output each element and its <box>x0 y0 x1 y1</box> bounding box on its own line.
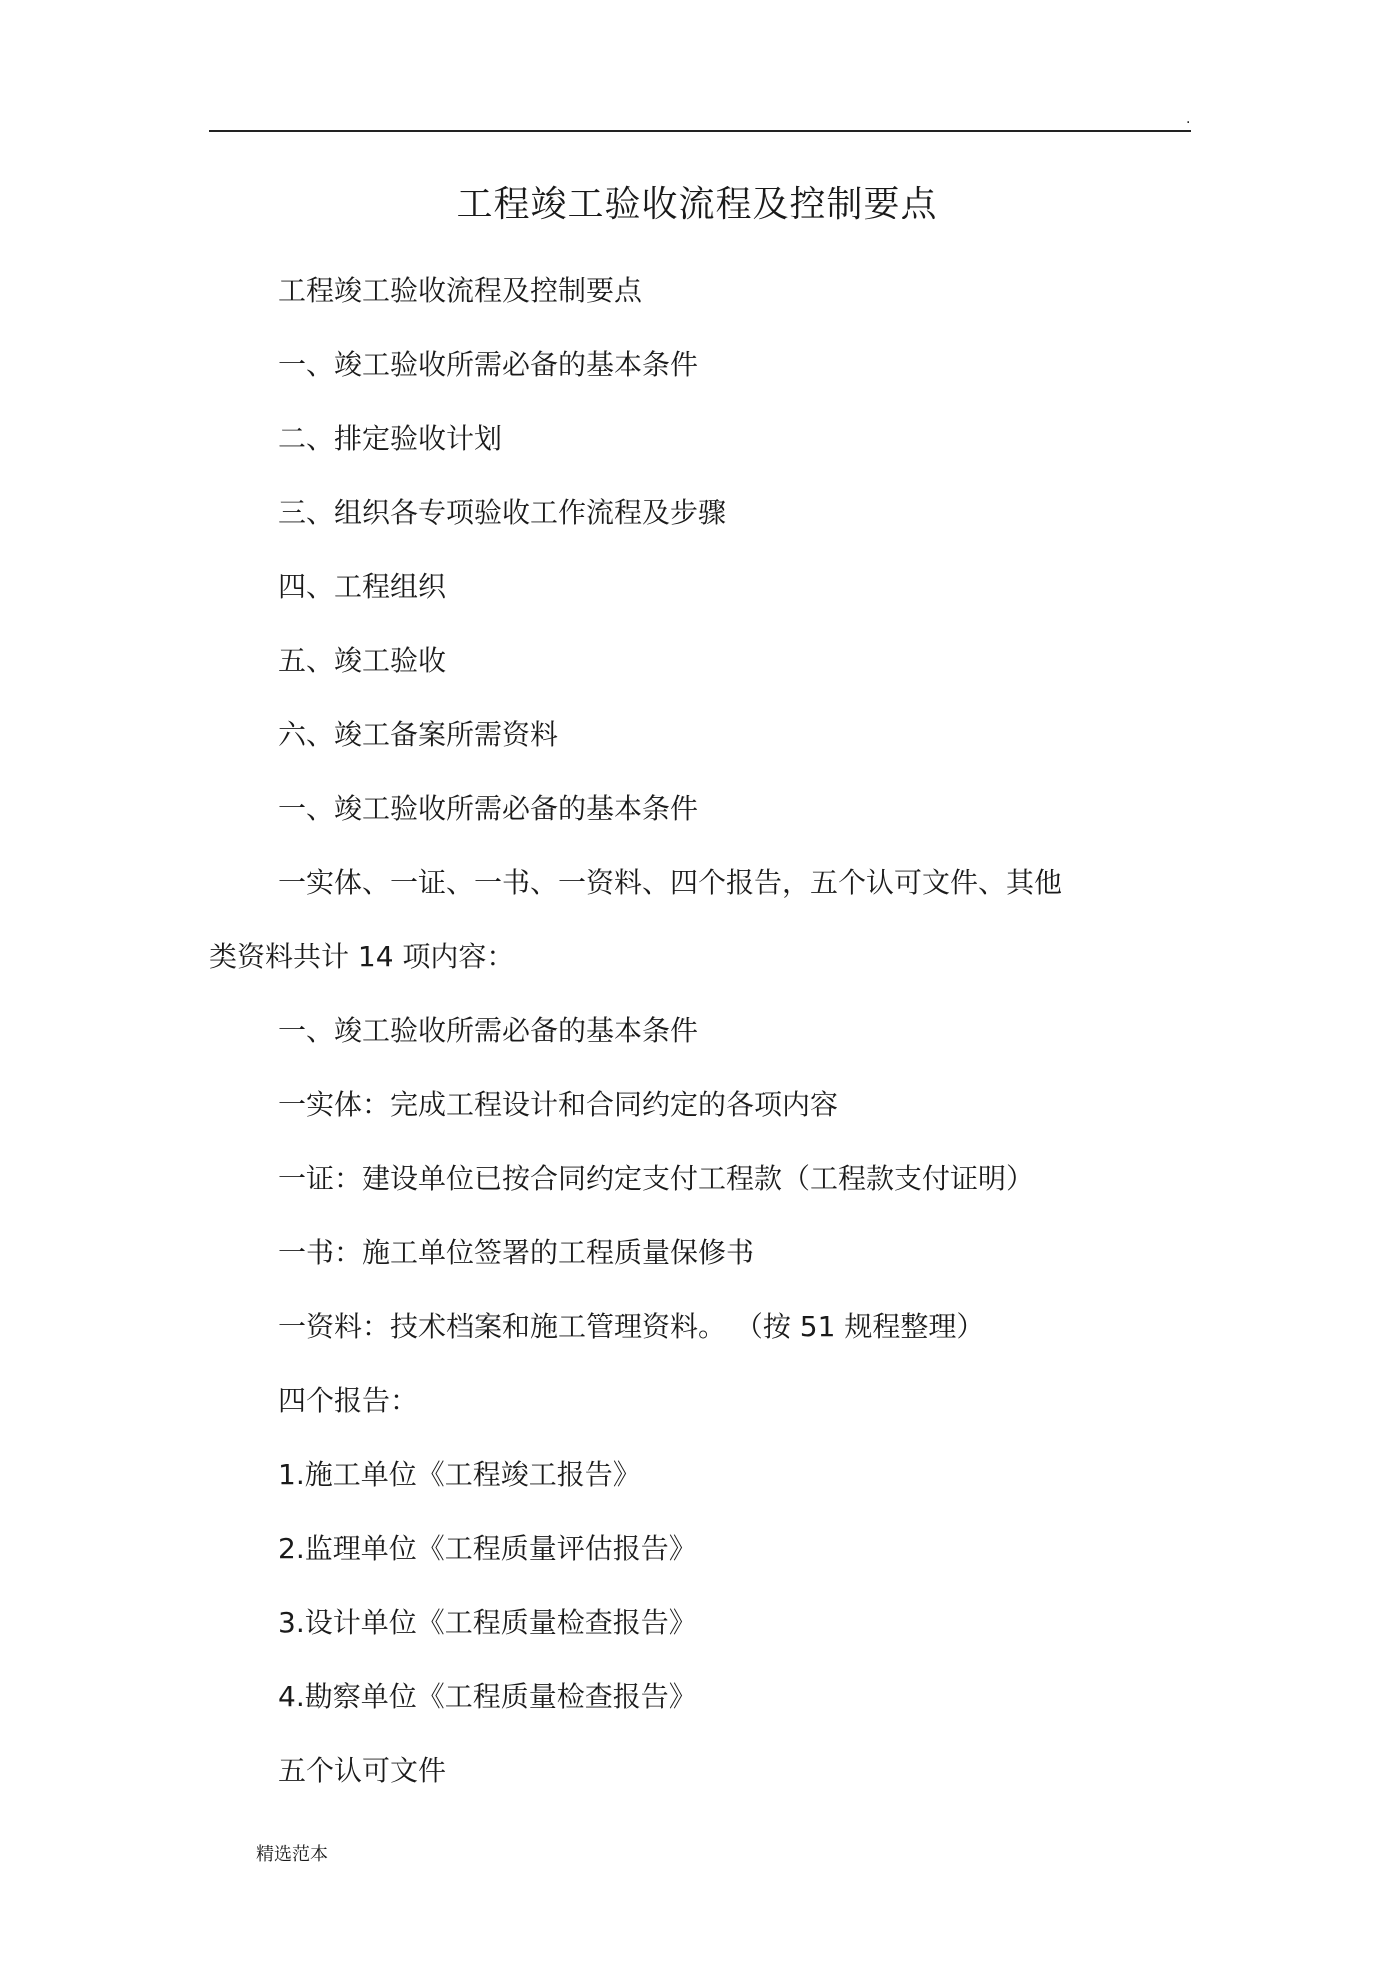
paragraph-20: 五个认可文件 <box>278 1754 447 1787</box>
paragraph-14: 一资料：技术档案和施工管理资料。 （按 51 规程整理） <box>278 1310 985 1343</box>
page-footer: 精选范本 <box>256 1844 328 1865</box>
paragraph-4: 四、工程组织 <box>278 570 447 603</box>
paragraph-17: 2.监理单位《工程质量评估报告》 <box>278 1532 697 1565</box>
paragraph-12: 一证：建设单位已按合同约定支付工程款（工程款支付证明） <box>278 1162 1035 1195</box>
paragraph-15: 四个报告： <box>278 1384 419 1417</box>
paragraph-3: 三、组织各专项验收工作流程及步骤 <box>278 496 727 529</box>
document-title: 工程竣工验收流程及控制要点 <box>456 184 938 225</box>
paragraph-9: 类资料共计 14 项内容： <box>209 940 515 973</box>
paragraph-0: 工程竣工验收流程及控制要点 <box>278 274 643 307</box>
paragraph-13: 一书：施工单位签署的工程质量保修书 <box>278 1236 755 1269</box>
paragraph-18: 3.设计单位《工程质量检查报告》 <box>278 1606 697 1639</box>
paragraph-6: 六、竣工备案所需资料 <box>278 718 559 751</box>
header-mark: . <box>1186 111 1191 127</box>
header-rule <box>209 130 1191 132</box>
paragraph-16: 1.施工单位《工程竣工报告》 <box>278 1458 641 1491</box>
paragraph-10: 一、竣工验收所需必备的基本条件 <box>278 1014 699 1047</box>
paragraph-1: 一、竣工验收所需必备的基本条件 <box>278 348 699 381</box>
paragraph-2: 二、排定验收计划 <box>278 422 503 455</box>
paragraph-5: 五、竣工验收 <box>278 644 447 677</box>
paragraph-11: 一实体：完成工程设计和合同约定的各项内容 <box>278 1088 839 1121</box>
document-body <box>209 254 1191 1808</box>
paragraph-19: 4.勘察单位《工程质量检查报告》 <box>278 1680 697 1713</box>
paragraph-7: 一、竣工验收所需必备的基本条件 <box>278 792 699 825</box>
paragraph-8: 一实体、一证、一书、一资料、四个报告，五个认可文件、其他 <box>278 866 1063 899</box>
